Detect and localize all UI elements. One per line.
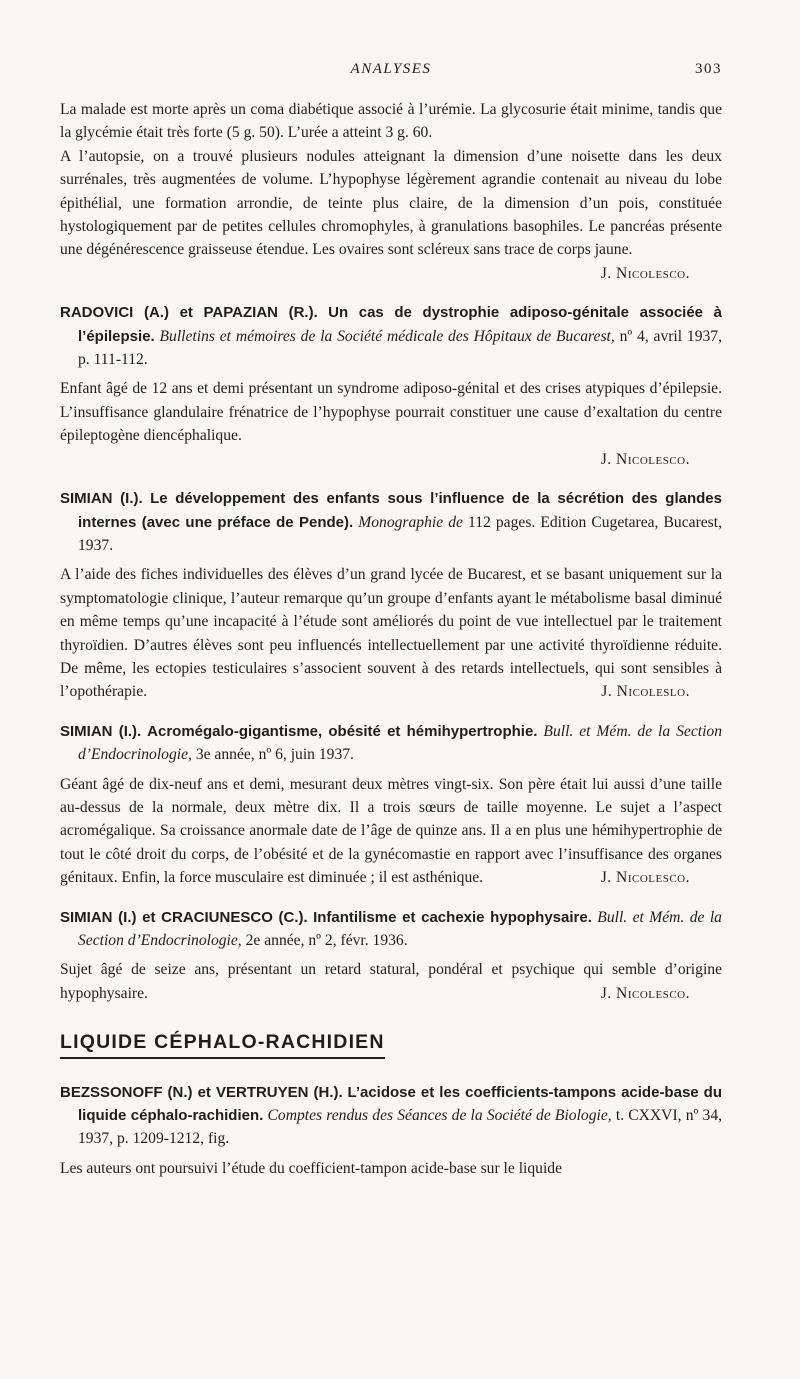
entry-body: Sujet âgé de seize ans, présentant un retard statural, pondéral et psychique qui semble d’origine hypophysaire. [60,961,722,1002]
entry-title: Le développement des enfants sous l’influence de la sécrétion des glandes internes (avec une préface de Pende). [78,490,722,531]
entry-citation: 3e année, nº 6, juin 1937. [195,746,354,764]
section-heading: LIQUIDE CÉPHALO-RACHIDIEN [60,1031,385,1058]
signature: J. Nicoleslo. [601,683,690,701]
entry-heading [60,487,722,557]
entry-heading [60,1081,722,1151]
bibliographic-entry [60,906,722,1006]
entry-journal: Bulletins et mémoires de la Société médicale des Hôpitaux de Bucarest, [159,327,615,345]
entry-title: L’acidose et les coefficients-tampons acide-base du liquide céphalo-rachidien. [78,1083,722,1125]
entry-journal: Bull. et Mém. de la Section d’Endocrinologie, [78,722,723,764]
running-head [60,58,722,98]
signature: J. Nicolesco. [600,450,690,468]
entry-body: A l’aide des fiches individuelles des élèves d’un grand lycée de Bucarest, et se basant uniquement sur la symptomatologie clinique, l’auteur remarque qu’un groupe d’enfants ayant le métabolisme basal diminué en même temps qu’une incapacité à l’étude sont améliorés du point de vue intellectuel par le traitement thyroïdien. D’autres élèves sont peu influencés intellectuellement par une activité thyroïdienne réduite. De même, les ectopies testiculaires s’associent souvent à des retards intellectuels, qui sont sensibles à l’opothérapie. [60,566,722,701]
entry-authors: RADOVICI (A.) et PAPAZIAN (R.). [60,304,318,322]
entry-body: Géant âgé de dix-neuf ans et demi, mesurant deux mètres vingt-six. Son père était lui aussi d’une taille au-dessus de la normale, deux mètre dix. Il a trois sœurs de taille moyenne. Le sujet a l’aspect acromégalique. Sa croissance anormale date de l’âge de quinze ans. Il a en plus une hémihypertrophie de tout le côté droit du corps, de l’obésité et de la gynécomastie en rapport avec l’insuffisance des organes génitaux. Enfin, la force musculaire est diminuée ; il est asthénique. [60,775,722,887]
intro-paragraph: A l’autopsie, on a trouvé plusieurs nodules atteignant la dimension d’une noisette dans les deux surrénales, très augmentées de volume. L’hypophyse légèrement agrandie contenait au niveau du lobe épithélial, une formation arrondie, de teinte plus claire, de la dimension d’un pois, constituée hystologiquement par de petites cellules chromophyles, à granulations basophiles. Le pancréas présente une dégénérescence graisseuse étendue. Les ovaires sont scléreux sans trace de corps jaune. [60,147,722,259]
bibliographic-entry [60,1081,722,1181]
running-title: ANALYSES [350,61,432,77]
entry-authors: SIMIAN (I.) et CRACIUNESCO (C.). [60,908,308,926]
signature: J. Nicolesco. [600,264,690,282]
entry-heading [60,906,722,953]
entry-body-container [60,773,722,890]
section-heading-wrap [60,1005,722,1058]
bibliographic-entry [60,720,722,890]
entry-body: Les auteurs ont poursuivi l’étude du coefficient-tampon acide-base sur le liquide [60,1159,563,1177]
entry-citation: 2e année, nº 2, févr. 1936. [245,932,408,949]
bibliographic-entry [60,301,722,471]
entry-heading [60,301,722,371]
intro-abstract [60,98,722,285]
intro-paragraph: La malade est morte après un coma diabétique associé à l’urémie. La glycosurie était minime, tandis que la glycémie était très forte (5 g. 50). L’urée a atteint 3 g. 60. [60,101,722,142]
entry-body: Enfant âgé de 12 ans et demi présentant un syndrome adiposo-génital et des crises atypiques d’épilepsie. L’insuffisance glandulaire frénatrice de l’hypophyse pourrait constituer une cause d’exaltation du centre épileptogène diencéphalique. [60,380,722,445]
entry-citation: t. CXXVI, nº 34, 1937, p. 1209-1212, fig. [78,1107,723,1148]
entry-citation: nº 4, avril 1937, p. 111-112. [78,327,722,369]
entry-journal: Bull. et Mém. de la Section d’Endocrinologie, [78,908,722,949]
entry-authors: SIMIAN (I.). [60,490,143,508]
entry-journal: Comptes rendus des Séances de la Société de Biologie, [267,1107,612,1125]
entry-citation: 112 pages. Edition Cugetarea, Bucarest, 1937. [78,513,722,554]
entry-title: Infantilisme et cachexie hypophysaire. [313,908,592,926]
entry-heading [60,720,722,767]
entry-journal: Monographie de [358,513,463,531]
entry-title: Acromégalo-gigantisme, obésité et hémihypertrophie. [147,722,538,740]
entry-title: Un cas de dystrophie adiposo-génitale associée à l’épilepsie. [78,304,722,345]
page-number: 303 [695,61,722,77]
entry-body-container [60,958,722,1005]
entry-body-container [60,563,722,703]
bibliographic-entry [60,487,722,704]
entry-authors: BEZSSONOFF (N.) et VERTRUYEN (H.). [60,1083,343,1101]
signature: J. Nicolesco. [600,869,690,887]
entry-authors: SIMIAN (I.). [60,722,142,740]
signature: J. Nicolesco. [600,984,690,1002]
